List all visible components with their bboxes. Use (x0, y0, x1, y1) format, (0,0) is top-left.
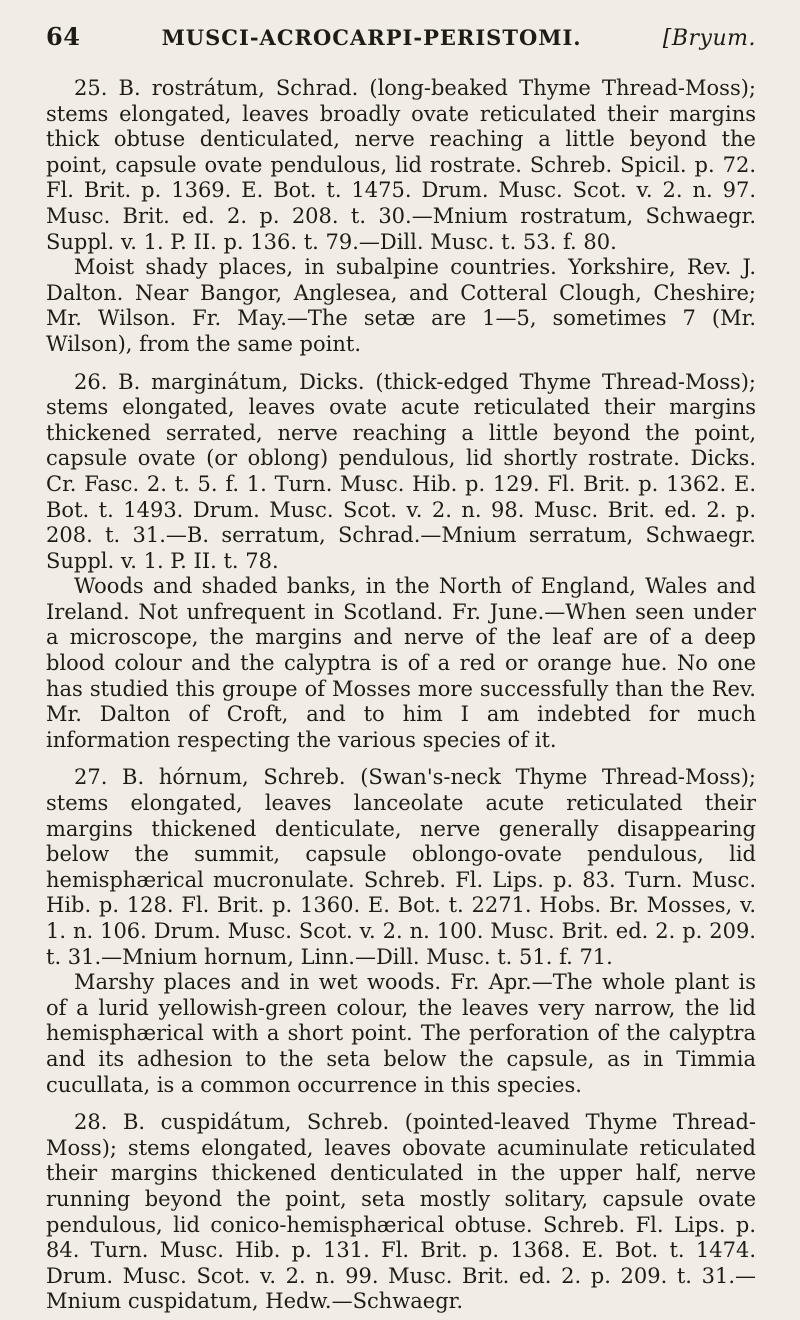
page-number: 64 (46, 22, 81, 51)
species-entry-28: 28. B. cuspidátum, Schreb. (pointed-leaved Thyme Thread-Moss); stems elongated, leaves obovate acuminulate reticulated their margins thickened denticulated in the upper half, nerve running beyond the point, seta mostly solitary, capsule ovate pendulous, lid conico-hemisphærical obtuse. Schreb. Fl. Lips. p. 84. Turn. Musc. Hib. p. 131. Fl. Brit. p. 1368. E. Bot. t. 1474. Drum. Musc. Scot. v. 2. n. 99. Musc. Brit. ed. 2. p. 209. t. 31.—Mnium cuspidatum, Hedw.—Schwaegr. (46, 1110, 756, 1314)
species-entry-27: 27. B. hórnum, Schreb. (Swan's-neck Thyme Thread-Moss); stems elongated, leaves lanceolate acute reticulated their margins thickened denticulate, nerve generally disappearing below the summit, capsule oblongo-ovate pendulous, lid hemisphærical mucronulate. Schreb. Fl. Lips. p. 83. Turn. Musc. Hib. p. 128. Fl. Brit. p. 1360. E. Bot. t. 2271. Hobs. Br. Mosses, v. 1. n. 106. Drum. Musc. Scot. v. 2. n. 100. Musc. Brit. ed. 2. p. 209. t. 31.—Mnium hornum, Linn.—Dill. Musc. t. 51. f. 71. (46, 765, 756, 969)
body-text (46, 76, 756, 1315)
running-head (46, 22, 756, 62)
species-entry-25: 25. B. rostrátum, Schrad. (long-beaked Thyme Thread-Moss); stems elongated, leaves broadly ovate reticulated their margins thick obtuse denticulated, nerve reaching a little beyond the point, capsule ovate pendulous, lid rostrate. Schreb. Spicil. p. 72. Fl. Brit. p. 1369. E. Bot. t. 1475. Drum. Musc. Scot. v. 2. n. 97. Musc. Brit. ed. 2. p. 208. t. 30.—Mnium rostratum, Schwaegr. Suppl. v. 1. P. II. p. 136. t. 79.—Dill. Musc. t. 53. f. 80. (46, 76, 756, 254)
genus-heading: [Bryum. (662, 26, 756, 51)
species-note-25: Moist shady places, in subalpine countries. Yorkshire, Rev. J. Dalton. Near Bangor, Anglesea, and Cotteral Clough, Cheshire; Mr. Wilson. Fr. May.—The setæ are 1—5, sometimes 7 (Mr. Wilson), from the same point. (46, 255, 756, 356)
species-note-27: Marshy places and in wet woods. Fr. Apr.—The whole plant is of a lurid yellowish-green colour, the leaves very narrow, the lid hemisphærical with a short point. The perforation of the calyptra and its adhesion to the seta below the capsule, as in Timmia cucullata, is a common occurrence in this species. (46, 970, 756, 1097)
species-entry-26: 26. B. marginátum, Dicks. (thick-edged Thyme Thread-Moss); stems elongated, leaves ovate acute reticulated their margins thickened serrated, nerve reaching a little beyond the point, capsule ovate (or oblong) pendulous, lid shortly rostrate. Dicks. Cr. Fasc. 2. t. 5. f. 1. Turn. Musc. Hib. p. 129. Fl. Brit. p. 1362. E. Bot. t. 1493. Drum. Musc. Scot. v. 2. n. 98. Musc. Brit. ed. 2. p. 208. t. 31.—B. serratum, Schrad.—Mnium serratum, Schwaegr. Suppl. v. 1. P. II. t. 78. (46, 369, 756, 573)
species-note-26: Woods and shaded banks, in the North of England, Wales and Ireland. Not unfrequent in Scotland. Fr. June.—When seen under a microscope, the margins and nerve of the leaf are of a deep blood colour and the calyptra is of a red or orange hue. No one has studied this groupe of Mosses more successfully than the Rev. Mr. Dalton of Croft, and to him I am indebted for much information respecting the various species of it. (46, 574, 756, 752)
section-title: MUSCI-ACROCARPI-PERISTOMI. (161, 25, 582, 50)
